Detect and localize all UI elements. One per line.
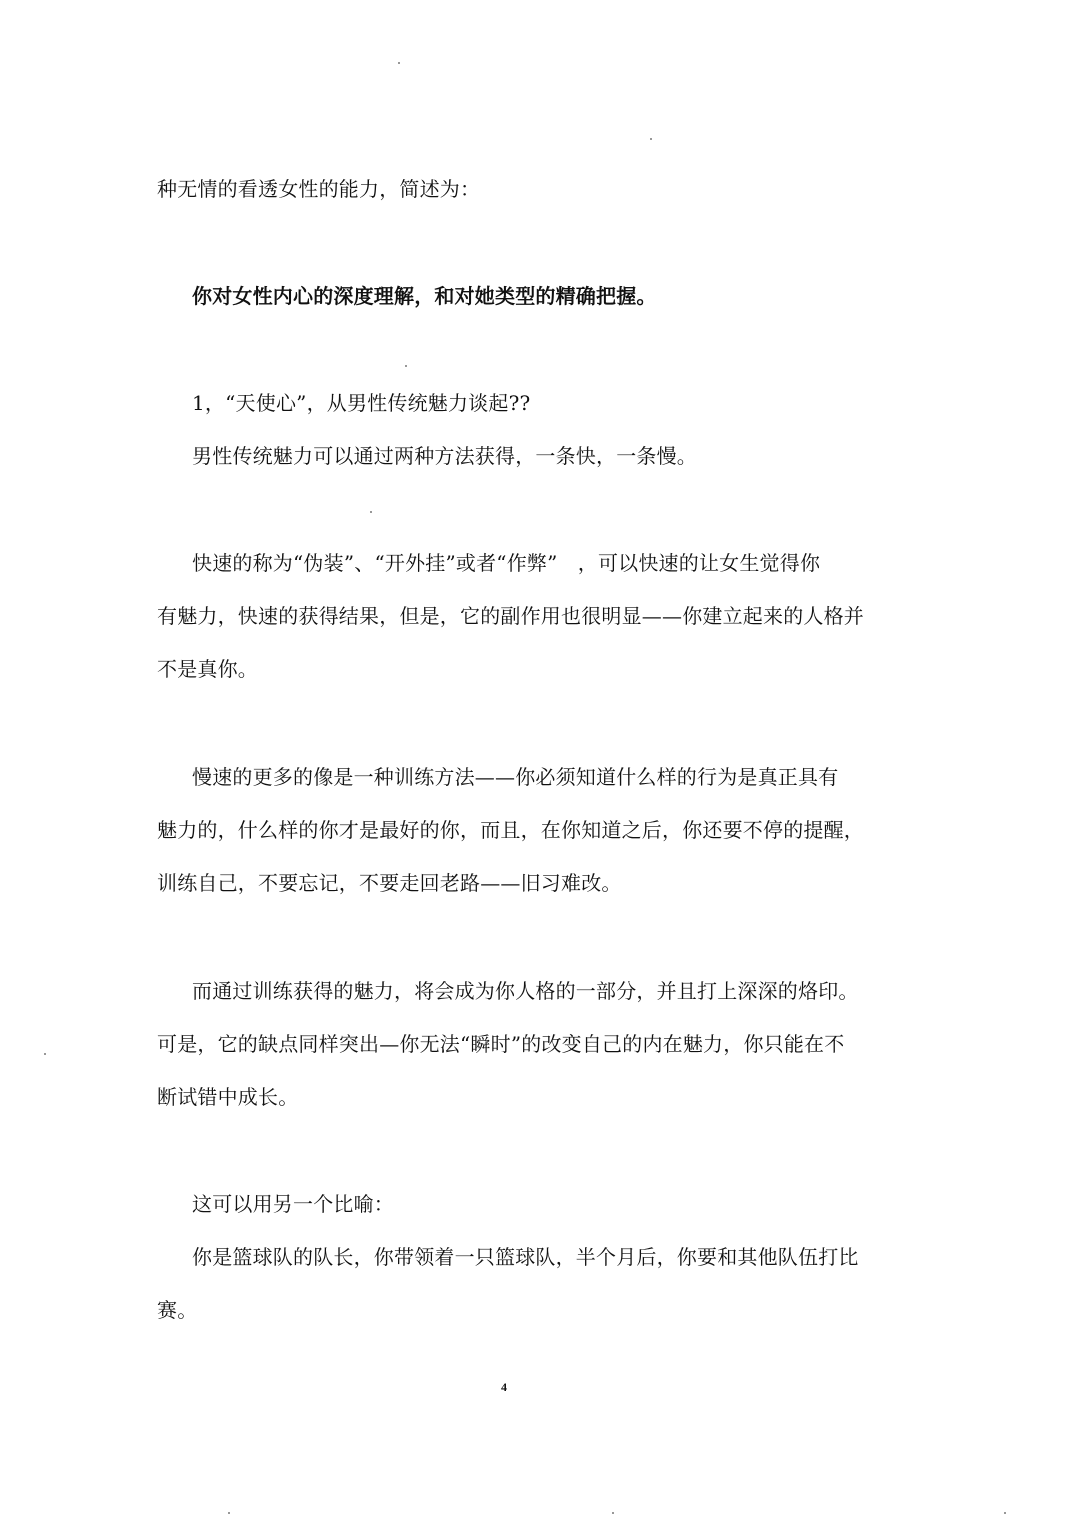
scan-speck: [398, 62, 400, 64]
scan-speck: [650, 138, 652, 140]
text-line-6: 有魅力，快速的获得结果，但是，它的副作用也很明显——你建立起来的人格并: [157, 604, 864, 628]
scan-speck: [405, 365, 407, 367]
text-line-13: 断试错中成长。: [157, 1085, 299, 1109]
text-line-5: 快速的称为“伪装”、“开外挂”或者“作弊” ，可以快速的让女生觉得你: [192, 551, 821, 575]
text-line-11: 而通过训练获得的魅力，将会成为你人格的一部分，并且打上深深的烙印。: [192, 979, 859, 1003]
text-line-7: 不是真你。: [157, 657, 258, 681]
text-line-14: 这可以用另一个比喻：: [192, 1192, 394, 1216]
scan-speck: [1004, 1512, 1006, 1514]
text-line-4: 男性传统魅力可以通过两种方法获得，一条快，一条慢。: [192, 444, 697, 468]
section-heading: 1，“天使心”，从男性传统魅力谈起??: [192, 391, 531, 415]
text-line-9: 魅力的，什么样的你才是最好的你，而且，在你知道之后，你还要不停的提醒，: [157, 818, 864, 842]
text-line-16: 赛。: [157, 1298, 198, 1322]
text-line-1: 种无情的看透女性的能力，简述为：: [157, 177, 481, 201]
scan-speck: [228, 1512, 230, 1514]
scan-speck: [612, 1512, 614, 1514]
text-line-12: 可是，它的缺点同样突出—你无法“瞬时”的改变自己的内在魅力，你只能在不: [157, 1032, 845, 1056]
text-line-15: 你是篮球队的队长，你带领着一只篮球队，半个月后，你要和其他队伍打比: [192, 1245, 859, 1269]
text-line-8: 慢速的更多的像是一种训练方法——你必须知道什么样的行为是真正具有: [192, 765, 839, 789]
scan-speck: [44, 1053, 46, 1055]
text-line-10: 训练自己，不要忘记，不要走回老路——旧习难改。: [157, 871, 622, 895]
page-number: 4: [501, 1380, 507, 1394]
emphasis-line: 你对女性内心的深度理解，和对她类型的精确把握。: [192, 284, 657, 308]
scan-speck: [370, 511, 372, 513]
